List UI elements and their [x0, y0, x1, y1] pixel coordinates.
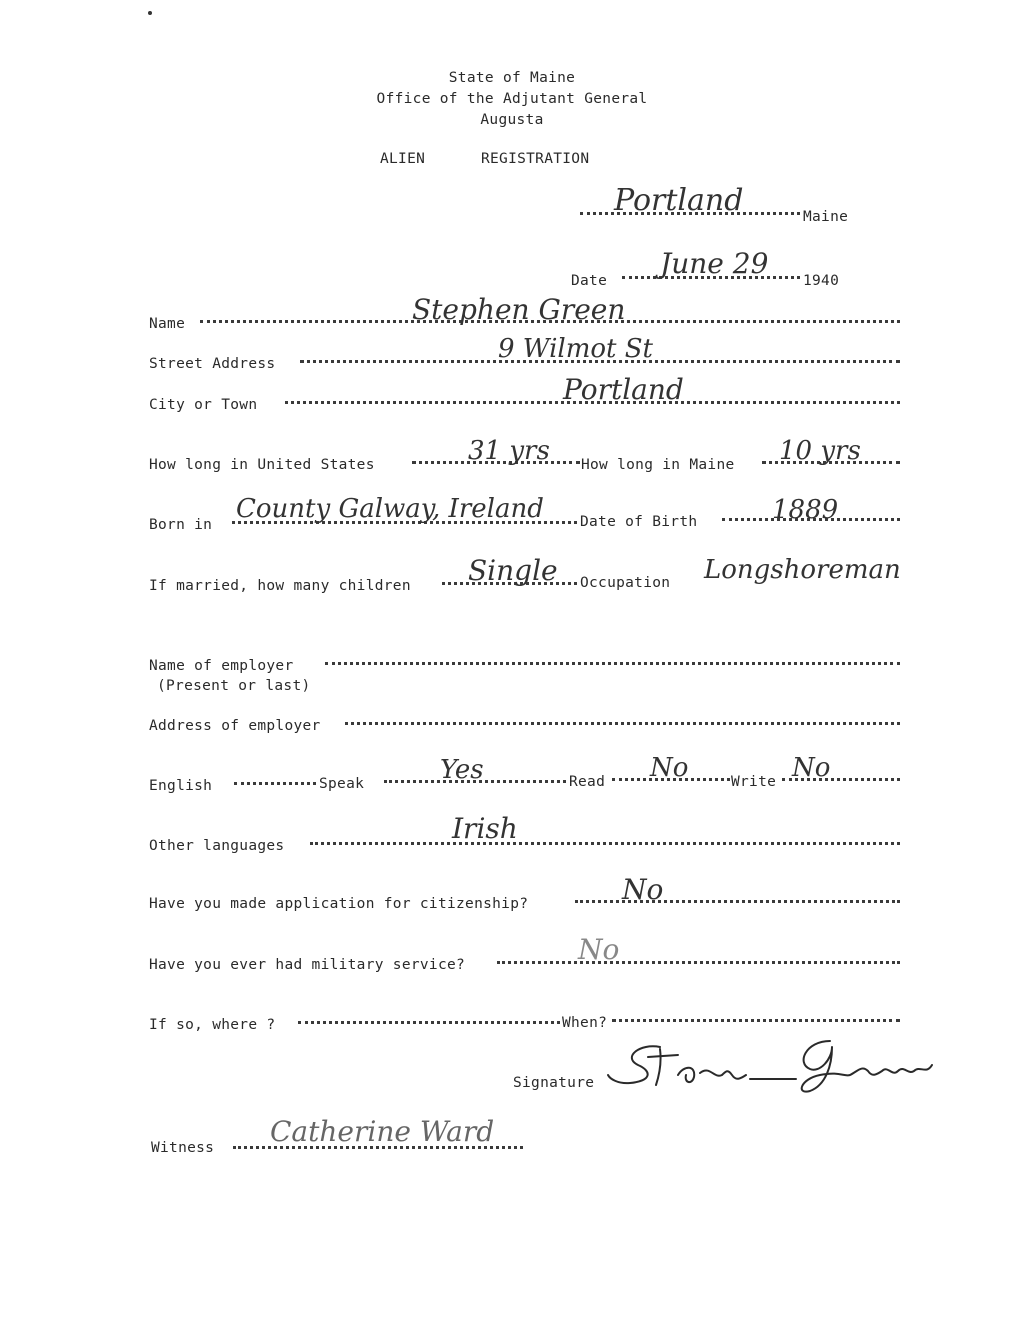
citizenship-label: Have you made application for citizenship?	[149, 896, 529, 912]
witness-value: Catherine Ward	[270, 1115, 495, 1148]
years-maine-value: 10 yrs	[779, 436, 861, 466]
military-label: Have you ever had military service?	[149, 957, 466, 973]
employer-address-dotted-line	[345, 722, 900, 725]
years-us-value: 31 yrs	[468, 436, 550, 466]
read-label: Read	[569, 774, 606, 790]
form-title-alien: ALIEN	[380, 151, 426, 167]
street-address-value: 9 Wilmot St	[498, 334, 653, 364]
when-dotted-line	[612, 1019, 900, 1022]
read-value: No	[650, 753, 689, 783]
employer-name-dotted-line	[325, 662, 900, 665]
military-value: No	[578, 933, 620, 966]
citizenship-value: No	[622, 873, 664, 906]
dob-value: 1889	[772, 495, 839, 525]
signature-scribble	[600, 1035, 945, 1095]
children-label: If married, how many children	[149, 578, 411, 594]
write-value: No	[792, 753, 831, 783]
date-label: Date	[571, 273, 608, 289]
children-value: Single	[468, 554, 558, 587]
military-dotted-line	[497, 961, 900, 964]
paper-speck	[148, 11, 152, 15]
date-year: 1940	[803, 273, 840, 289]
occupation-label: Occupation	[580, 575, 671, 591]
header-city: Augusta	[480, 112, 544, 128]
employer-address-label: Address of employer	[149, 718, 321, 734]
other-languages-value: Irish	[452, 812, 518, 845]
occupation-value: Longshoreman	[704, 555, 901, 585]
signature-image	[600, 1035, 945, 1099]
when-label: When?	[562, 1015, 608, 1031]
place-suffix: Maine	[803, 209, 849, 225]
other-languages-dotted-line	[310, 842, 900, 845]
write-label: Write	[731, 774, 777, 790]
place-value: Portland	[614, 183, 744, 218]
other-languages-label: Other languages	[149, 838, 285, 854]
born-in-value: County Galway, Ireland	[236, 494, 544, 524]
english-dotted-line	[234, 782, 316, 785]
dob-label: Date of Birth	[580, 514, 698, 530]
header-state: State of Maine	[448, 70, 576, 86]
header-office: Office of the Adjutant General	[376, 91, 648, 107]
city-value: Portland	[563, 373, 684, 406]
speak-label: Speak	[319, 776, 365, 792]
employer-name-label: Name of employer	[149, 658, 294, 674]
years-us-label: How long in United States	[149, 457, 375, 473]
years-maine-label: How long in Maine	[581, 457, 735, 473]
born-in-label: Born in	[149, 517, 213, 533]
speak-value: Yes	[440, 755, 484, 785]
if-so-where-label: If so, where ?	[149, 1017, 276, 1033]
city-label: City or Town	[149, 397, 258, 413]
signature-label: Signature	[513, 1075, 595, 1091]
name-label: Name	[149, 316, 186, 332]
english-label: English	[149, 778, 213, 794]
employer-name-sublabel: (Present or last)	[157, 678, 311, 694]
name-value: Stephen Green	[412, 293, 626, 326]
where-dotted-line	[298, 1021, 560, 1024]
street-address-label: Street Address	[149, 356, 276, 372]
date-value: June 29	[660, 247, 769, 280]
form-title-registration: REGISTRATION	[481, 151, 590, 167]
witness-label: Witness	[151, 1140, 215, 1156]
